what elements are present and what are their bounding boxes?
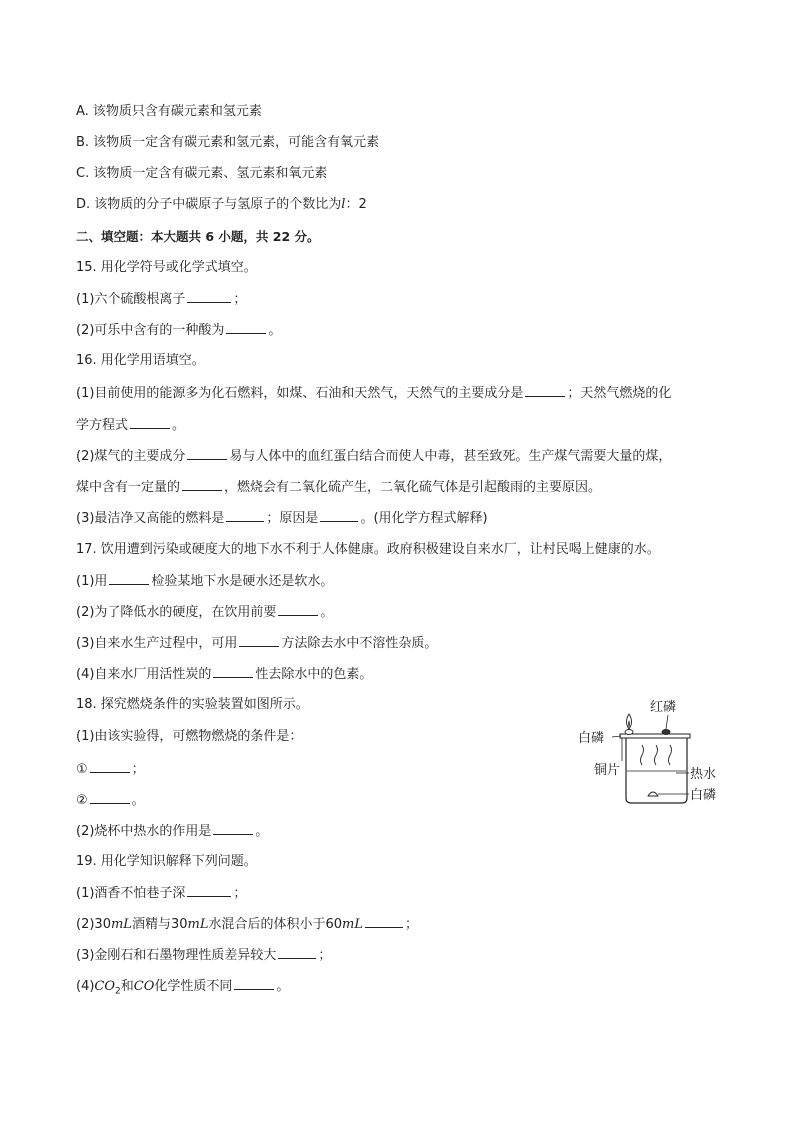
answer-blank[interactable] — [278, 603, 318, 616]
q16-part2-text-d: ，燃烧会有二氧化硫产生，二氧化硫气体是引起酸雨的主要原因。 — [224, 480, 602, 495]
subscript: 2 — [115, 986, 121, 997]
beaker — [626, 738, 687, 803]
q17-part1-text-b: 检验某地下水是硬水还是软水。 — [151, 574, 334, 589]
answer-blank[interactable] — [234, 977, 274, 990]
q17-part3 — [76, 634, 437, 653]
q18-condition1 — [76, 760, 145, 779]
answer-blank[interactable] — [239, 634, 279, 647]
q19-part2 — [76, 915, 418, 934]
q15-stem: 15. 用化学符号或化学式填空。 — [76, 260, 257, 275]
unit: mL — [342, 917, 363, 932]
number: 30 — [170, 917, 188, 932]
q19-part1-text: (1)酒香不怕巷子深 — [76, 886, 186, 901]
punctuation: ； — [233, 886, 247, 901]
answer-blank[interactable] — [278, 946, 316, 959]
punctuation: 。 — [255, 824, 269, 839]
q18-part2 — [76, 822, 268, 841]
answer-blank[interactable] — [182, 478, 222, 491]
q16-part3-text: (3)最洁净又高能的燃料是 — [76, 511, 225, 526]
q18-stem: 18. 探究燃烧条件的实验装置如图所示。 — [76, 697, 309, 712]
q17-part1-text: (1)用 — [76, 574, 108, 589]
q16-part2-text-b: 易与人体中的血红蛋白结合而使人中毒，甚至致死。生产煤气需要大量的煤， — [229, 449, 672, 464]
q19-part4 — [76, 977, 289, 1001]
white-phosphorus-top — [625, 730, 633, 735]
q15-part2-text: (2)可乐中含有的一种酸为 — [76, 323, 225, 338]
q16-part2 — [76, 447, 671, 466]
q16-part1-text-c: 学方程式 — [76, 418, 129, 433]
answer-blank[interactable] — [187, 447, 227, 460]
punctuation: ； — [233, 292, 247, 307]
punctuation: 。 — [131, 793, 145, 808]
q19-part1 — [76, 884, 246, 903]
punctuation: 。 — [276, 979, 290, 994]
formula-co: CO — [133, 979, 155, 994]
punctuation: ； — [318, 948, 332, 963]
label-white-phosphorus-top: 白磷 — [578, 731, 605, 746]
formula-co2: CO — [94, 979, 116, 994]
label-white-phosphorus-bottom: 白磷 — [690, 788, 717, 803]
label-hot-water: 热水 — [690, 767, 717, 782]
q17-part4 — [76, 665, 372, 684]
q19-part3-text: (3)金刚石和石墨物理性质差异较大 — [76, 948, 277, 963]
q16-part3-text-b: ；原因是 — [266, 511, 319, 526]
option-b: B. 该物质一定含有碳元素和氢元素，可能含有氧元素 — [76, 135, 380, 150]
q18-condition2 — [76, 791, 145, 810]
white-phosphorus-bottom — [648, 792, 658, 796]
q19-stem: 19. 用化学知识解释下列问题。 — [76, 854, 257, 869]
q16-part2-cont — [76, 478, 601, 497]
q19-part2-index: (2) — [76, 917, 95, 932]
answer-blank[interactable] — [130, 416, 170, 429]
label-copper-plate: 铜片 — [594, 763, 621, 778]
option-d-ratio: ：2 — [345, 197, 367, 212]
number: 60 — [325, 917, 343, 932]
q16-stem: 16. 用化学用语填空。 — [76, 353, 205, 368]
option-d-number: l — [341, 197, 346, 212]
answer-blank[interactable] — [213, 822, 253, 835]
unit: mL — [187, 917, 209, 932]
q17-part3-text-b: 方法除去水中不溶性杂质。 — [281, 636, 438, 651]
punctuation: 。 — [172, 418, 186, 433]
option-a: A. 该物质只含有碳元素和氢元素 — [76, 104, 262, 119]
answer-blank[interactable] — [90, 760, 130, 773]
number: 30 — [94, 917, 111, 932]
answer-blank[interactable] — [226, 509, 264, 522]
circled-number: ① — [76, 762, 88, 777]
circled-number: ② — [76, 793, 88, 808]
q16-part1-text-b: ；天然气燃烧的化 — [567, 386, 672, 401]
answer-blank[interactable] — [187, 290, 231, 303]
answer-blank[interactable] — [90, 791, 130, 804]
q18-part2-text: (2)烧杯中热水的作用是 — [76, 824, 212, 839]
q18-part1: (1)由该实验得，可燃物燃烧的条件是： — [76, 729, 303, 744]
steam-line — [641, 745, 644, 765]
q17-part4-text-b: 性去除水中的色素。 — [255, 667, 373, 682]
q16-part1-cont — [76, 416, 185, 435]
q19-part4-index: (4) — [76, 979, 95, 994]
q16-part1 — [76, 384, 671, 403]
q19-part4-text: 化学性质不同 — [154, 979, 233, 994]
q19-part3 — [76, 946, 331, 965]
unit: mL — [110, 917, 132, 932]
answer-blank[interactable] — [213, 665, 253, 678]
option-c: C. 该物质一定含有碳元素、氢元素和氧元素 — [76, 166, 328, 181]
q16-part2-text-c: 煤中含有一定量的 — [76, 480, 181, 495]
q17-stem: 17. 饮用遭到污染或硬度大的地下水不利于人体健康。政府积极建设自来水厂，让村民喝上健康的水。 — [76, 542, 660, 557]
q15-part1 — [76, 290, 246, 309]
conjunction: 和 — [120, 979, 134, 994]
option-d — [76, 196, 367, 214]
q19-part2-text-b: 水混合后的体积小于 — [208, 917, 326, 932]
punctuation: ； — [405, 917, 419, 932]
q17-part3-text: (3)自来水生产过程中，可用 — [76, 636, 238, 651]
q15-part1-text: (1)六个硫酸根离子 — [76, 292, 186, 307]
answer-blank[interactable] — [525, 384, 565, 397]
q17-part2 — [76, 603, 333, 622]
punctuation: 。 — [268, 323, 282, 338]
q17-part4-text: (4)自来水厂用活性炭的 — [76, 667, 212, 682]
label-red-phosphorus: 红磷 — [650, 700, 677, 715]
answer-blank[interactable] — [320, 509, 358, 522]
q16-part3-text-c: 。(用化学方程式解释) — [360, 511, 488, 526]
punctuation: 。 — [320, 605, 334, 620]
q16-part1-text: (1)目前使用的能源多为化石燃料，如煤、石油和天然气，天然气的主要成分是 — [76, 386, 524, 401]
q19-part2-text: 酒精与 — [131, 917, 171, 932]
combustion-experiment-figure — [576, 695, 726, 810]
punctuation: ； — [131, 762, 145, 777]
section-title: 二、填空题：本大题共 6 小题，共 22 分。 — [76, 229, 320, 244]
answer-blank[interactable] — [365, 915, 403, 928]
answer-blank[interactable] — [109, 572, 149, 585]
q15-part2 — [76, 321, 281, 340]
steam-line — [669, 745, 672, 765]
q16-part3 — [76, 509, 488, 528]
option-d-text: D. 该物质的分子中碳原子与氢原子的个数比为 — [76, 197, 342, 212]
q17-part2-text: (2)为了降低水的硬度，在饮用前要 — [76, 605, 277, 620]
answer-blank[interactable] — [187, 884, 231, 897]
q17-part1 — [76, 572, 333, 591]
answer-blank[interactable] — [226, 321, 266, 334]
steam-line — [655, 745, 658, 765]
leader-line — [666, 715, 668, 729]
red-phosphorus — [662, 730, 670, 735]
q16-part2-text: (2)煤气的主要成分 — [76, 449, 186, 464]
